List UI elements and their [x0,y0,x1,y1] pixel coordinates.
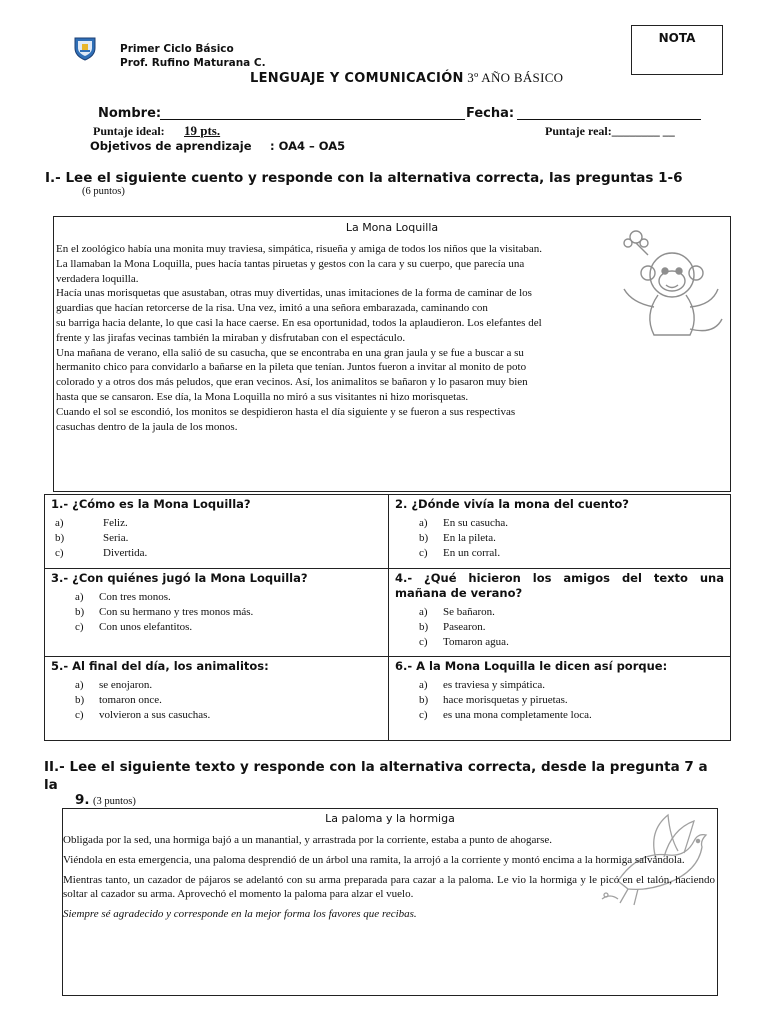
answer-option[interactable]: c) Con unos elefantitos. [75,621,193,633]
grade-label: NOTA [658,31,696,45]
answer-option[interactable]: b) Seria. [55,532,129,544]
question-4-title: 4.- ¿Qué hicieron los amigos del texto una mañana de verano? [395,571,724,600]
story-1-box [53,216,731,492]
story-line: verdadera loquilla. [56,272,139,285]
story-paragraph: Viéndola en esta emergencia, una paloma desprendió de un árbol una ramita, la arrojó a la corriente y montó encima a la hormiga salvándola. [63,853,685,866]
answer-option[interactable]: c) Divertida. [55,547,148,559]
story-line: hermanito chico para convidarlo a bañarse en la pileta que tenían. Juntos fueron a invitar al monito de poto [56,361,527,374]
question-cell [45,569,389,657]
real-score-field[interactable]: Puntaje real:________ __ [545,124,675,138]
section-1-instructions: I.- Lee el siguiente cuento y responde con la alternativa correcta, las preguntas 1-6 [45,170,683,186]
answer-option[interactable]: a) Feliz. [55,517,128,529]
question-cell [389,495,731,569]
story-1-text [56,242,726,434]
question-cell [45,657,389,741]
question-cell [389,569,731,657]
question-5-title: 5.- Al final del día, los animalitos: [51,659,269,673]
answer-option[interactable]: c) Tomaron agua. [419,636,509,648]
answer-option[interactable]: c) volvieron a sus casuchas. [75,709,211,721]
story-line: guardias que hacían retorcerse de la risa. Una vez, imitó a una señora embarazada, caminando con [56,302,488,315]
section-2-last-question: 9. [75,792,90,808]
ideal-score-label: Puntaje ideal: [93,124,165,138]
name-label: Nombre: [98,106,162,121]
school-name: Prof. Rufino Maturana C. [120,57,266,69]
story-2-text [63,833,715,927]
story-line: frente y las jirafas vecinas también la miraban y disfrutaban con el espectáculo. [56,331,406,344]
question-1-title: 1.- ¿Cómo es la Mona Loquilla? [51,497,251,511]
grade-level: 3º AÑO BÁSICO [467,70,564,85]
date-field[interactable] [517,119,701,120]
question-cell [45,495,389,569]
story-line: La llamaban la Mona Loquilla, pues hacía tantas piruetas y gestos con la cara y su cuerpo, que parecía una [56,257,525,270]
answer-option[interactable]: b) Pasearon. [419,621,486,633]
name-field[interactable] [160,119,465,120]
objectives-value: : OA4 – OA5 [270,139,346,153]
story-line: colorado y a otros dos más peludos, que eran vecinos. Así, los animalitos se bañaron y lo pasaron muy bien [56,376,528,389]
answer-option[interactable]: c) En un corral. [419,547,501,559]
answer-option[interactable]: b) hace morisquetas y piruetas. [419,694,568,706]
story-line: Cuando el sol se escondió, los monitos se despidieron hasta el día siguiente y se fueron a sus respectivas [56,405,516,418]
story-line: casuchas dentro de la jaula de los monos. [56,420,238,433]
ideal-score-value: 19 pts. [184,123,221,138]
answer-option[interactable]: b) tomaron once. [75,694,162,706]
answer-option[interactable]: b) En la pileta. [419,532,496,544]
answer-option[interactable]: a) En su casucha. [419,517,509,529]
question-6-title: 6.- A la Mona Loquilla le dicen así porque: [395,659,668,673]
story-moral: Siempre sé agradecido y corresponde en la mejor forma los favores que recibas. [63,908,417,921]
section-2-instructions: II.- Lee el siguiente texto y responde con la alternativa correcta, desde la pregunta 7 a la [44,759,708,793]
school-shield-icon [73,35,97,61]
question-3-title: 3.- ¿Con quiénes jugó la Mona Loquilla? [51,571,308,585]
question-cell [389,657,731,741]
story-2-title: La paloma y la hormiga [325,812,455,825]
answer-option[interactable]: a) es traviesa y simpática. [419,679,546,691]
section-1-points: (6 puntos) [82,186,125,197]
document-title [250,70,563,86]
story-2-box [62,808,718,996]
story-line: En el zoológico había una monita muy traviesa, simpática, risueña y amiga de todos los niños que la visitaban. [56,243,543,255]
story-line: Hacía unas morisquetas que asustaban, otras muy divertidas, unas imitaciones de la forma de caminar de los [56,287,532,300]
story-line: hasta que se cansaron. Ese día, la Mona Loquilla no miró a sus visitantes ni hizo morisquetas. [56,390,469,403]
questions-table [44,494,731,741]
answer-option[interactable]: c) es una mona completamente loca. [419,709,592,721]
answer-option[interactable]: a) Con tres monos. [75,591,171,603]
answer-option[interactable]: a) se enojaron. [75,679,153,691]
grade-box [631,25,723,75]
answer-option[interactable]: a) Se bañaron. [419,606,495,618]
story-line: Una mañana de verano, ella salió de su casucha, que se encontraba en una gran jaula y se fue a buscar a su [56,346,524,359]
subject-title: LENGUAJE Y COMUNICACIÓN [250,71,464,86]
section-2-points: (3 puntos) [93,796,136,807]
story-1-title: La Mona Loquilla [345,221,439,234]
story-line: su barriga hacia delante, lo que casi la hace caerse. En esa oportunidad, todos la aplaudieron. Los elefantes del [56,316,542,329]
story-paragraph: Obligada por la sed, una hormiga bajó a un manantial, y arrastrada por la corriente, estaba a punto de ahogarse. [63,834,553,846]
objectives-label: Objetivos de aprendizaje [90,139,252,153]
story-paragraph: Mientras tanto, un cazador de pájaros se adelantó con su arma preparada para cazar a la paloma. Le vio la hormiga y le picó en el talón, haciendo soltar al cazador su arma. Aprovechó el momento la paloma para alzar el vuelo. [63,873,715,901]
school-cycle: Primer Ciclo Básico [120,43,234,55]
question-2-title: 2. ¿Dónde vivía la mona del cuento? [395,497,629,511]
answer-option[interactable]: b) Con su hermano y tres monos más. [75,606,254,618]
date-label: Fecha: [466,106,515,121]
